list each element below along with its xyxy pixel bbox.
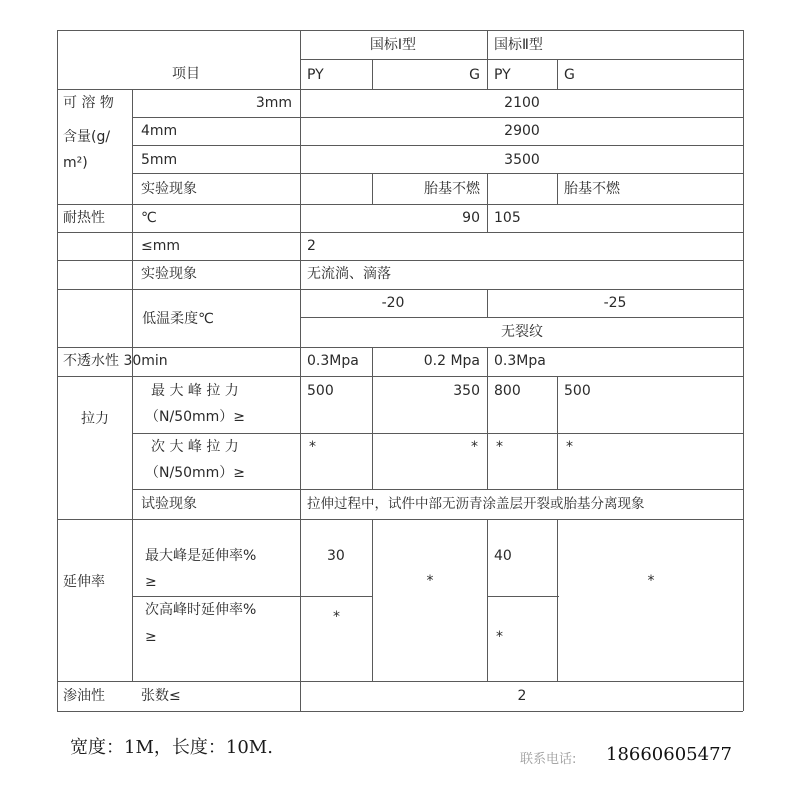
oil-value: 2 [517,688,527,704]
soluble-3mm-value: 2100 [504,95,540,111]
heat-label: 耐热性 [63,210,105,226]
water-label: 不透水性 30min [63,353,168,369]
elongation-g1: * [426,573,434,589]
heat-v2: 105 [494,210,521,226]
oil-unit: 张数≤ [141,688,181,704]
tensile-second-g2: * [566,439,573,455]
soluble-4mm-value: 2900 [504,123,540,139]
soluble-3mm: 3mm [255,95,292,111]
header-gb2: 国标Ⅱ型 [494,37,543,53]
elongation-py2-max: 40 [494,548,512,564]
soluble-5mm-value: 3500 [504,152,540,168]
elongation-py2-second: * [496,629,503,645]
size-note: 宽度：1M，长度：10M. [70,737,273,758]
tensile-second-g1: * [471,439,478,455]
header-g1: G [469,67,480,83]
tensile-max-line2: （N/50mm）≥ [145,409,246,425]
header-py2: PY [494,67,511,83]
tensile-second-py1: * [309,439,316,455]
heat-mm-value: 2 [307,238,316,254]
soluble-label-2: 含量(g/ [63,129,111,145]
heat-unit-mm: ≤mm [141,238,181,254]
heat-phenomenon-label: 实验现象 [141,266,197,282]
tensile-max-line1: 最 大 峰 拉 力 [151,383,239,399]
tensile-max-py2: 800 [494,383,521,399]
elongation-g2: * [647,573,655,589]
water-py1: 0.3Mpa [307,353,359,369]
header-py1: PY [307,67,324,83]
soluble-g2-phenomenon: 胎基不燃 [564,181,620,197]
soluble-4mm: 4mm [141,123,178,139]
heat-unit-c: ℃ [141,210,157,226]
elongation-max-line2: ≥ [145,574,157,590]
tensile-label: 拉力 [81,411,109,427]
water-py2: 0.3Mpa [494,353,546,369]
elongation-py1-second: * [333,609,340,625]
tensile-phenomenon: 拉伸过程中，试件中部无沥青涂盖层开裂或胎基分离现象 [307,496,645,512]
heat-phenomenon: 无流淌、滴落 [307,266,391,282]
soluble-label-3: m²) [63,155,88,171]
header-item: 项目 [172,66,200,82]
tensile-second-line1: 次 大 峰 拉 力 [151,439,239,455]
contact-label: 联系电话: [520,752,577,767]
heat-v1: 90 [462,210,480,226]
tensile-max-g2: 500 [564,383,591,399]
elongation-max-line1: 最大峰是延伸率% [145,548,257,564]
soluble-g1-phenomenon: 胎基不燃 [424,181,480,197]
low-temp-result: 无裂纹 [501,324,543,340]
elongation-label: 延伸率 [63,574,105,590]
water-g1: 0.2 Mpa [423,353,480,369]
soluble-phenomenon-label: 实验现象 [141,181,197,197]
tensile-max-py1: 500 [307,383,334,399]
spec-table [57,30,743,711]
tensile-max-g1: 350 [453,383,480,399]
low-temp-v1: -20 [381,295,405,311]
tensile-second-line2: （N/50mm）≥ [145,465,246,481]
low-temp-label: 低温柔度℃ [142,311,214,327]
elongation-second-line1: 次高峰时延伸率% [145,602,257,618]
low-temp-v2: -25 [603,295,627,311]
header-gb1: 国标Ⅰ型 [369,37,417,53]
elongation-py1-max: 30 [327,548,345,564]
elongation-second-line2: ≥ [145,629,157,645]
soluble-5mm: 5mm [141,152,178,168]
tensile-phenomenon-label: 试验现象 [141,496,197,512]
tensile-second-py2: * [496,439,503,455]
phone-number: 18660605477 [606,744,732,765]
oil-label: 渗油性 [63,688,105,704]
header-g2: G [564,67,575,83]
soluble-label-1: 可 溶 物 [63,95,114,111]
